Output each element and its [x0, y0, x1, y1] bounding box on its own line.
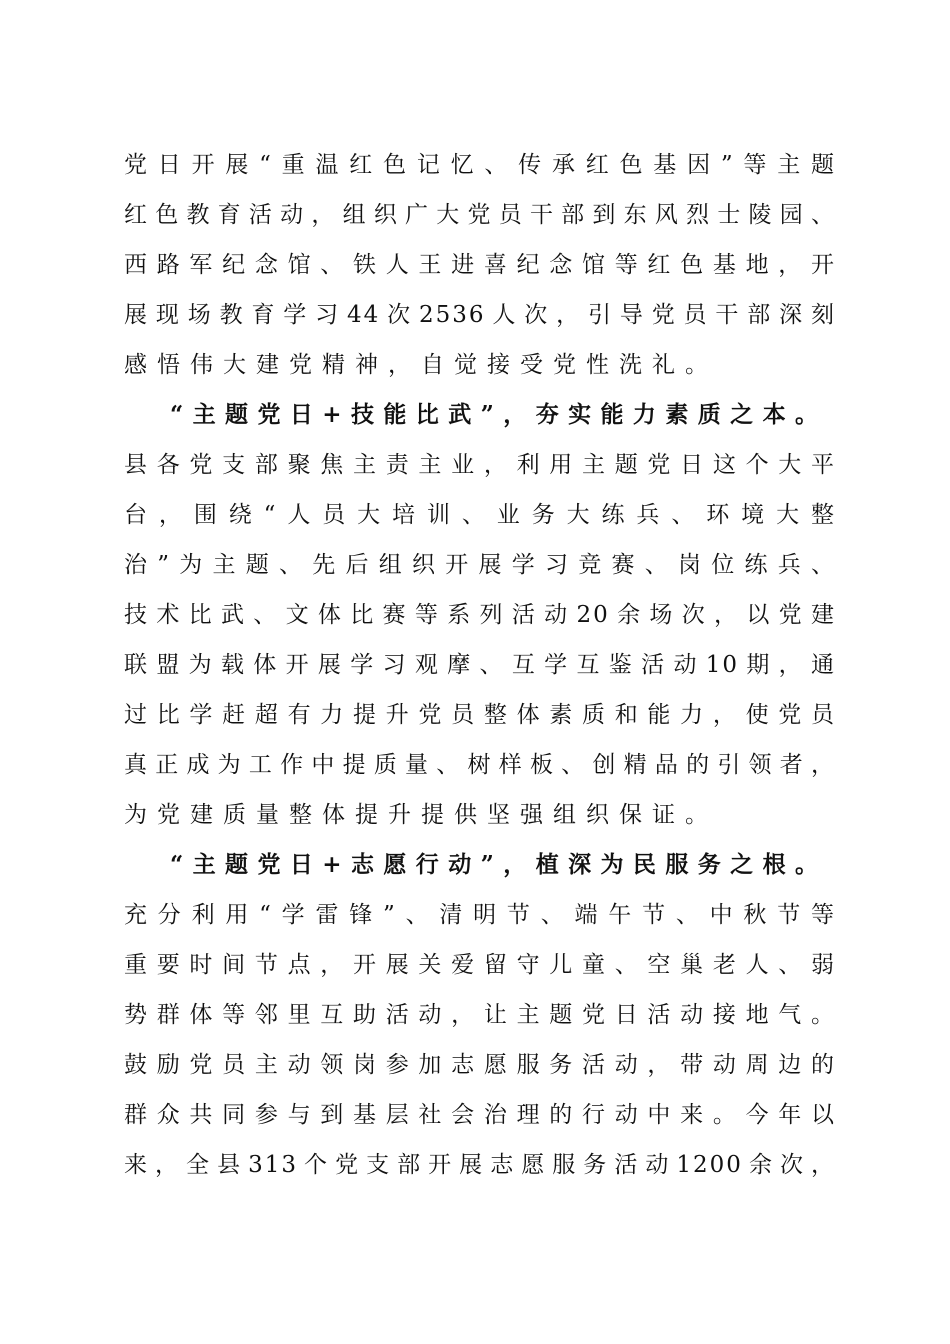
text-line-9: 治”为主题、先后组织开展学习竞赛、岗位练兵、: [124, 552, 836, 578]
text-line-8: 台，围绕“人员大培训、业务大练兵、环境大整: [124, 502, 836, 528]
text-line-5: 感悟伟大建党精神，自觉接受党性洗礼。: [124, 352, 718, 378]
text-line-18: 势群体等邻里互助活动，让主题党日活动接地气。: [124, 1002, 836, 1028]
section-heading-skills: “主题党日+技能比武”，夯实能力素质之本。: [170, 401, 820, 428]
text-line-3: 西路军纪念馆、铁人王进喜纪念馆等红色基地，开: [124, 252, 836, 278]
text-line-4: 展现场教育学习44次2536人次，引导党员干部深刻: [124, 302, 836, 328]
text-line-11: 联盟为载体开展学习观摩、互学互鉴活动10期，通: [124, 652, 836, 678]
text-line-12: 过比学赶超有力提升党员整体素质和能力，使党员: [124, 702, 836, 728]
text-line-14: 为党建质量整体提升提供坚强组织保证。: [124, 802, 718, 828]
text-line-2: 红色教育活动，组织广大党员干部到东风烈士陵园、: [124, 202, 836, 228]
section-heading-volunteer: “主题党日+志愿行动”，植深为民服务之根。: [170, 851, 820, 878]
text-line-1: 党日开展“重温红色记忆、传承红色基因”等主题: [124, 152, 836, 178]
text-line-16: 充分利用“学雷锋”、清明节、端午节、中秋节等: [124, 902, 836, 928]
text-line-7: 县各党支部聚焦主责主业，利用主题党日这个大平: [124, 452, 836, 478]
text-line-21: 来，全县313个党支部开展志愿服务活动1200余次，: [124, 1152, 836, 1178]
text-line-13: 真正成为工作中提质量、树样板、创精品的引领者，: [124, 752, 836, 778]
text-line-20: 群众共同参与到基层社会治理的行动中来。今年以: [124, 1102, 836, 1128]
text-line-19: 鼓励党员主动领岗参加志愿服务活动，带动周边的: [124, 1052, 836, 1078]
text-line-17: 重要时间节点，开展关爱留守儿童、空巢老人、弱: [124, 952, 836, 978]
body-text: [124, 140, 836, 1190]
text-line-10: 技术比武、文体比赛等系列活动20余场次，以党建: [124, 602, 836, 628]
